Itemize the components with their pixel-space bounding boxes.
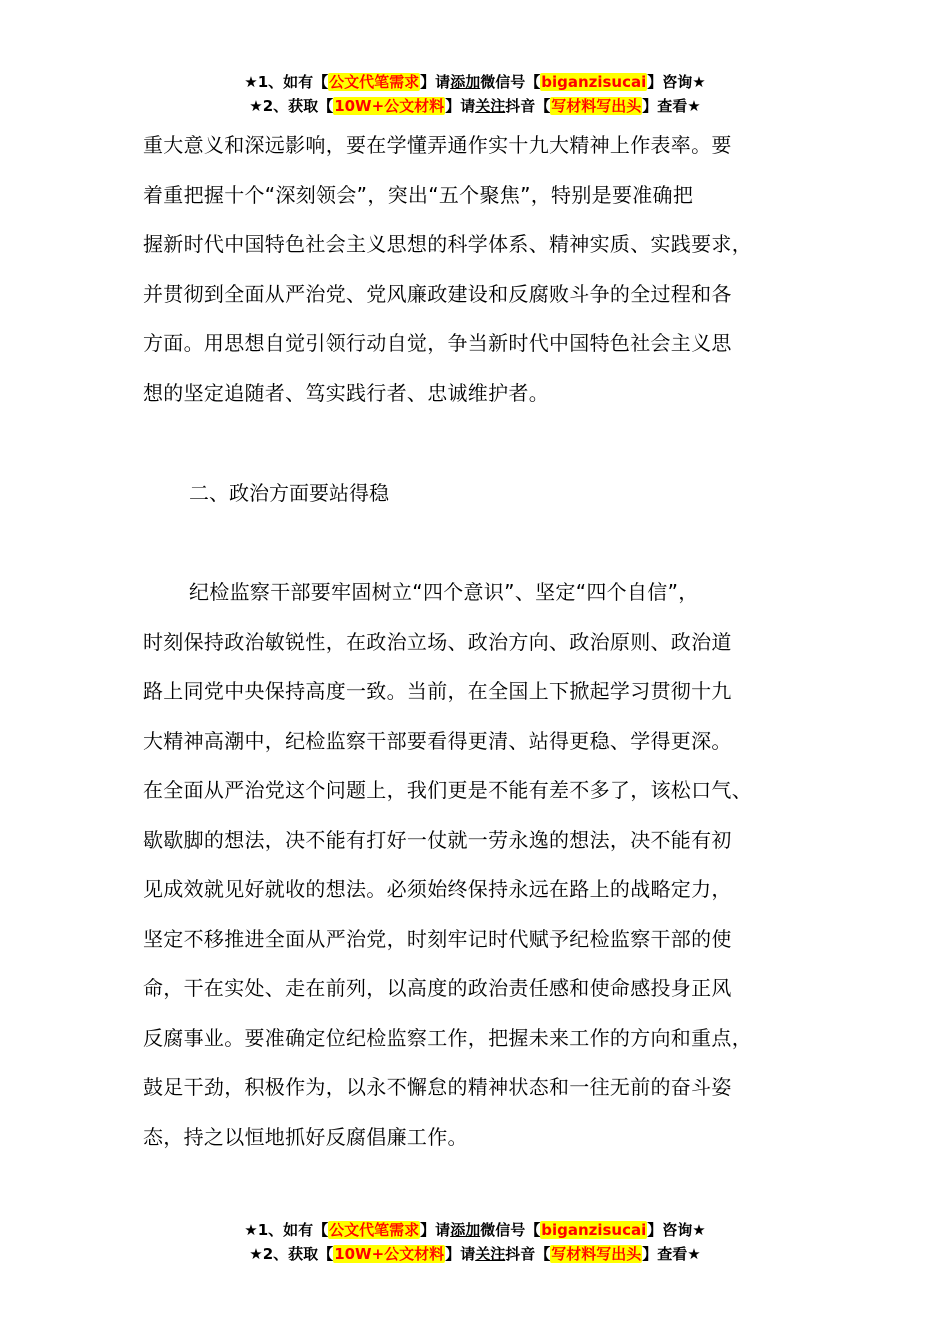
text-line: 反腐事业。要准确定位纪检监察工作，把握未来工作的方向和重点， bbox=[143, 1025, 752, 1050]
banner-text: ★1、如有【 bbox=[244, 73, 329, 91]
text-line: 握新时代中国特色社会主义思想的科学体系、精神实质、实践要求， bbox=[143, 232, 752, 256]
banner-underlined: 关注 bbox=[475, 97, 506, 115]
banner-line-2 bbox=[0, 94, 950, 118]
banner-underlined: 关注 bbox=[475, 1245, 506, 1263]
text-line: 方面。用思想自觉引领行动自觉，争当新时代中国特色社会主义思 bbox=[143, 331, 732, 355]
banner-text: 】请 bbox=[420, 73, 451, 91]
text-line: 着重把握十个“深刻领会”，突出“五个聚焦”，特别是要准确把 bbox=[143, 182, 694, 207]
banner-text: 微信号【 bbox=[480, 73, 541, 91]
header-banner bbox=[0, 70, 950, 118]
banner-line-2 bbox=[0, 1242, 950, 1266]
text-line: 命，干在实处、走在前列，以高度的政治责任感和使命感投身正风 bbox=[143, 976, 732, 1000]
banner-text: ★1、如有【 bbox=[244, 1221, 329, 1239]
section-heading: 二、政治方面要站得稳 bbox=[189, 481, 389, 505]
banner-highlight: 写材料写出头 bbox=[551, 1245, 642, 1263]
text-line: 歇歇脚的想法，决不能有打好一仗就一劳永逸的想法，决不能有初 bbox=[143, 827, 732, 852]
text-line: 鼓足干劲，积极作为，以永不懈怠的精神状态和一往无前的奋斗姿 bbox=[143, 1075, 732, 1099]
paragraph-1 bbox=[143, 121, 843, 418]
footer-banner bbox=[0, 1218, 950, 1266]
text-line: 时刻保持政治敏锐性，在政治立场、政治方向、政治原则、政治道 bbox=[143, 629, 732, 654]
banner-text: 】咨询★ bbox=[647, 1221, 706, 1239]
banner-highlight: biganzisucai bbox=[541, 1221, 647, 1239]
banner-text: 】咨询★ bbox=[647, 73, 706, 91]
banner-text: 】查看★ bbox=[642, 97, 701, 115]
banner-highlight: 10W+公文材料 bbox=[334, 97, 445, 115]
banner-text: ★2、获取【 bbox=[249, 97, 334, 115]
banner-highlight: biganzisucai bbox=[541, 73, 647, 91]
banner-text: 】请 bbox=[445, 1245, 476, 1263]
banner-line-1 bbox=[0, 70, 950, 94]
banner-text: 微信号【 bbox=[480, 1221, 541, 1239]
banner-text: 抖音【 bbox=[505, 97, 551, 115]
text-line: 路上同党中央保持高度一致。当前，在全国上下掀起学习贯彻十九 bbox=[143, 679, 732, 703]
banner-text: 】请 bbox=[420, 1221, 451, 1239]
banner-highlight: 写材料写出头 bbox=[551, 97, 642, 115]
banner-text: 】请 bbox=[445, 97, 476, 115]
banner-text: ★2、获取【 bbox=[249, 1245, 334, 1263]
text-line: 见成效就见好就收的想法。必须始终保持永远在路上的战略定力， bbox=[143, 877, 732, 901]
banner-highlight: 公文代笔需求 bbox=[329, 1221, 420, 1239]
paragraph-2 bbox=[143, 568, 843, 1162]
text-line: 并贯彻到全面从严治党、党风廉政建设和反腐败斗争的全过程和各 bbox=[143, 281, 732, 306]
banner-underlined: 添加 bbox=[450, 1221, 481, 1239]
banner-text: 】查看★ bbox=[642, 1245, 701, 1263]
text-line: 态，持之以恒地抓好反腐倡廉工作。 bbox=[143, 1124, 468, 1149]
text-line: 坚定不移推进全面从严治党，时刻牢记时代赋予纪检监察干部的使 bbox=[143, 926, 732, 951]
text-line: 大精神高潮中，纪检监察干部要看得更清、站得更稳、学得更深。 bbox=[143, 728, 732, 753]
text-line: 在全面从严治党这个问题上，我们更是不能有差不多了，该松口气、 bbox=[143, 778, 752, 802]
banner-line-1 bbox=[0, 1218, 950, 1242]
banner-highlight: 10W+公文材料 bbox=[334, 1245, 445, 1263]
banner-text: 抖音【 bbox=[505, 1245, 551, 1263]
banner-underlined: 添加 bbox=[450, 73, 481, 91]
text-line: 想的坚定追随者、笃实践行者、忠诚维护者。 bbox=[143, 380, 549, 405]
text-line: 重大意义和深远影响，要在学懂弄通作实十九大精神上作表率。要 bbox=[143, 133, 732, 157]
banner-highlight: 公文代笔需求 bbox=[329, 73, 420, 91]
text-line: 纪检监察干部要牢固树立“四个意识”、坚定“四个自信”， bbox=[189, 580, 699, 604]
